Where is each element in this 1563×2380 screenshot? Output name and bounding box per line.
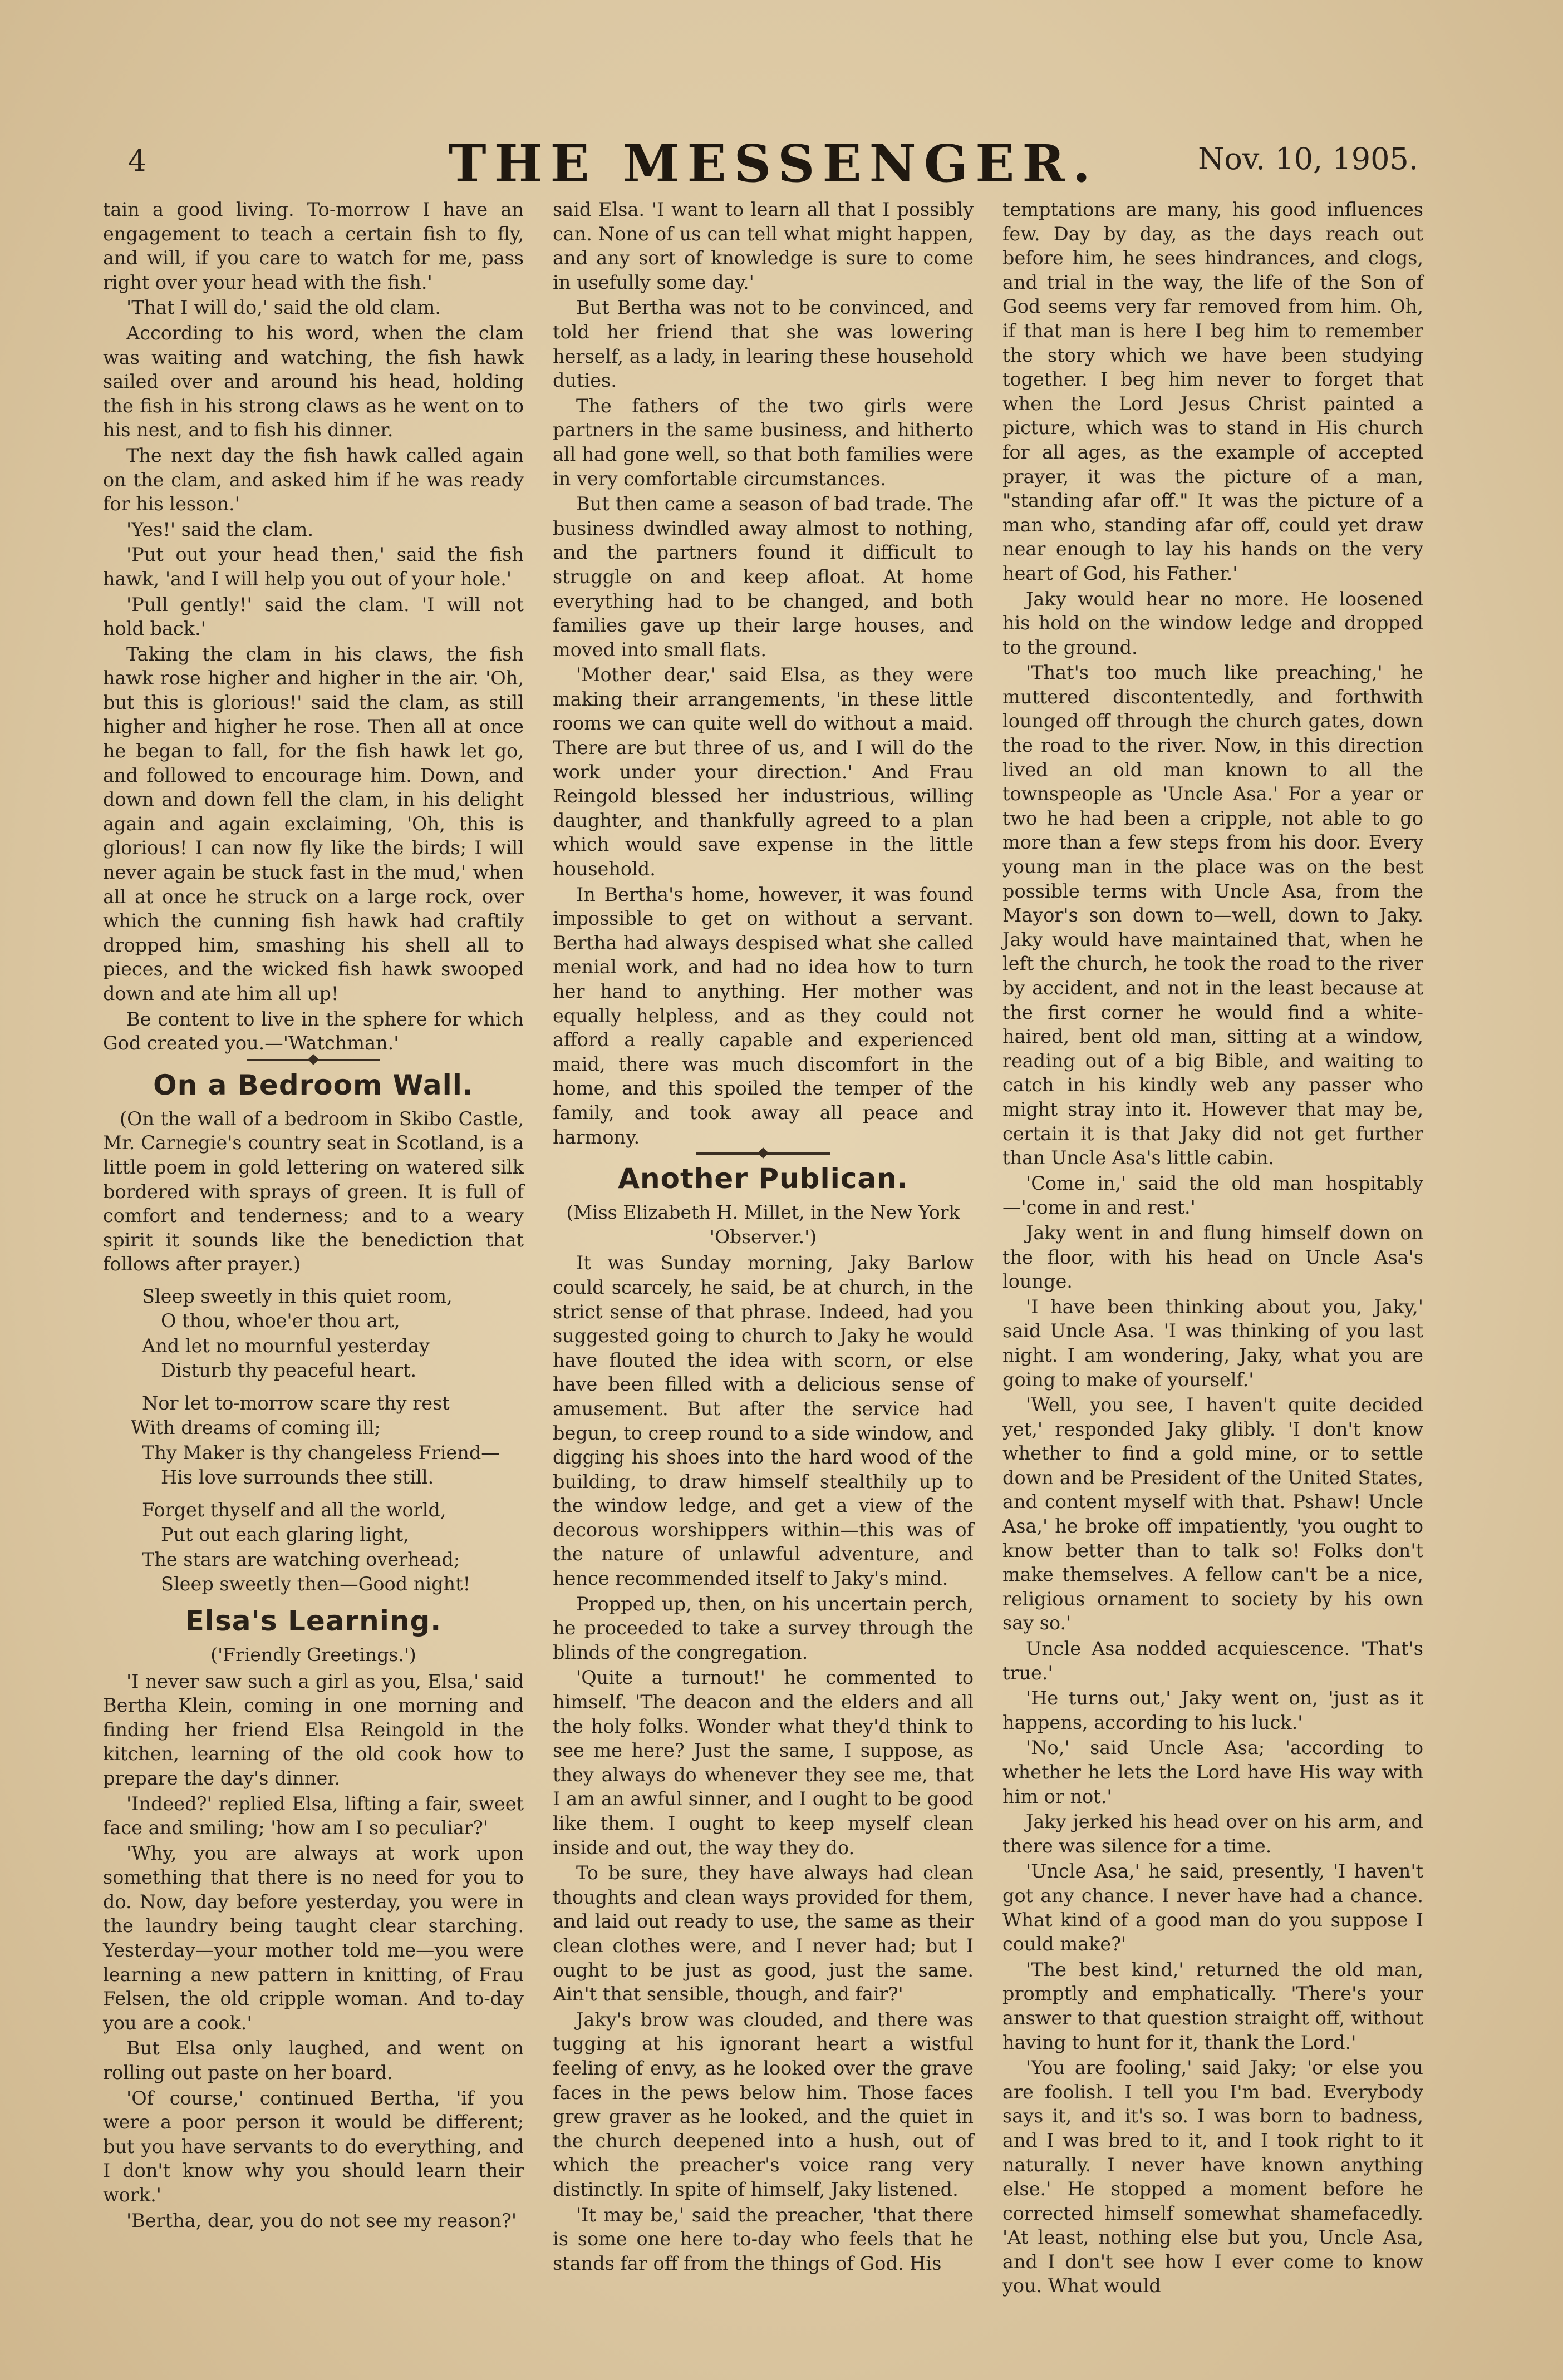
poem-stanza xyxy=(103,1284,524,1383)
paragraph: temptations are many, his good influences few. Day by day, as the days reach out before him, he sees hindrances, and clogs, and trial in the way, the life of the Son of God seems very far removed from him. Oh, if that man is here I beg him to remember the story which we have been studying together. I beg him never to forget that when the Lord Jesus Christ painted a picture, which was to stand in His church for all ages, as the example of accepted prayer, it was the picture of a man, "standing afar off." It was the picture of a man who, standing afar off, could yet draw near enough to lay his hands on the very heart of God, his Father.' xyxy=(1002,199,1423,584)
poem-line: The stars are watching overhead; xyxy=(142,1548,460,1570)
poem-line: Sleep sweetly in this quiet room, xyxy=(142,1285,453,1307)
poem xyxy=(103,1284,524,1597)
paragraph: The next day the fish hawk called again on the clam, and asked him if he was ready for his lesson.' xyxy=(103,444,524,515)
paragraph: 'Mother dear,' said Elsa, as they were making their arrangements, 'in these little rooms we can quite well do without a maid. There are but three of us, and I will do the work under your direction.' And Frau Reingold blessed her industrious, willing daughter, and thankfully agreed to a plan which would save expense in the little household. xyxy=(553,664,974,880)
paragraph: 'Uncle Asa,' he said, presently, 'I haven't got any chance. I never have had a chance. What kind of a good man do you suppose I could make?' xyxy=(1002,1860,1423,1955)
article-source: (Miss Elizabeth H. Millet, in the New York 'Observer.') xyxy=(566,1201,960,1248)
paragraph: But then came a season of bad trade. The business dwindled away almost to nothing, and the partners found it difficult to struggle on and keep afloat. At home everything had to be changed, and both families gave up their large houses, and moved into small flats. xyxy=(553,493,974,661)
paragraph: Jaky jerked his head over on his arm, and there was silence for a time. xyxy=(1002,1811,1423,1857)
paragraph: 'Pull gently!' said the clam. 'I will not hold back.' xyxy=(103,593,524,640)
poem-line: Sleep sweetly then—Good night! xyxy=(161,1573,471,1595)
paragraph: 'The best kind,' returned the old man, promptly and emphatically. 'There's your answer to that question straight off, without having to hunt for it, thank the Lord.' xyxy=(1002,1958,1423,2053)
paragraph: 'He turns out,' Jaky went on, 'just as it happens, according to his luck.' xyxy=(1002,1687,1423,1733)
poem-line: And let no mournful yesterday xyxy=(142,1334,430,1357)
article-title-bedroom-wall: On a Bedroom Wall. xyxy=(153,1068,474,1101)
poem-line: Disturb thy peaceful heart. xyxy=(161,1359,417,1382)
poem-line: His love surrounds thee still. xyxy=(161,1466,434,1489)
paragraph: tain a good living. To-morrow I have an engagement to teach a certain fish to fly, and will, if you care to watch for me, pass right over your head with the fish.' xyxy=(103,199,524,293)
page-header xyxy=(128,134,1418,195)
paragraph: 'That I will do,' said the old clam. xyxy=(126,297,441,319)
masthead-title: THE MESSENGER. xyxy=(448,134,1098,194)
paragraph: 'Yes!' said the clam. xyxy=(126,518,314,540)
poem-line: Forget thyself and all the world, xyxy=(142,1499,446,1521)
column-3 xyxy=(1002,198,1423,2297)
paragraph: 'That's too much like preaching,' he muttered discontentedly, and forthwith lounged off through the church gates, down the road to the river. Now, in this direction lived an old man known to all the townspeople as 'Uncle Asa.' For a year or two he had been a cripple, not able to go more than a few steps from his door. Every young man in the place was on the best possible terms with Uncle Asa, from the Mayor's son down to—well, down to Jaky. Jaky would have maintained that, when he left the church, he took the road to the river by accident, and not in the least because at the first corner he would find a white-haired, bent old man, sitting at a window, reading out of a big Bible, and waiting to catch in his kindly web any passer who might stray into it. However that may be, certain it is that Jaky did not get further than Uncle Asa's little cabin. xyxy=(1002,662,1423,1169)
paragraph: To be sure, they have always had clean thoughts and clean ways provided for them, and laid out ready to use, the same as their clean clothes were, and I never had; but I ought to be just as good, just the same. Ain't that sensible, though, and fair?' xyxy=(553,1862,974,2005)
issue-date: Nov. 10, 1905. xyxy=(1198,141,1418,176)
poem-line: Nor let to-morrow scare thy rest xyxy=(142,1392,450,1414)
paragraph: In Bertha's home, however, it was found impossible to get on without a servant. Bertha had always despised what she called menial work, and had no idea how to turn her hand to anything. Her mother was equally helpless, and as they could not afford a really capable and experienced maid, there was much discomfort in the home, and this spoiled the temper of the family, and took away all peace and harmony. xyxy=(553,883,974,1148)
paragraph: It was Sunday morning, Jaky Barlow could scarcely, he said, be at church, in the strict sense of that phrase. Indeed, had you suggested going to church to Jaky he would have flouted the idea with scorn, or else have been filled with a delicious sense of amusement. But after the service had begun, to creep round to a side window, and digging his shoes into the hard wood of the building, to draw himself stealthily up to the window ledge, and get a view of the decorous worshippers within—this was of the nature of unlawful adventure, and hence recommended itself to Jaky's mind. xyxy=(553,1252,974,1590)
section-divider xyxy=(696,1152,830,1155)
article-title-elsas-learning: Elsa's Learning. xyxy=(185,1604,442,1637)
paragraph: said Elsa. 'I want to learn all that I possibly can. None of us can tell what might happen, and any sort of knowledge is sure to come in usefully some day.' xyxy=(553,199,974,293)
section-divider xyxy=(247,1059,380,1061)
column-1 xyxy=(103,198,524,2256)
paragraph: 'Bertha, dear, you do not see my reason?' xyxy=(126,2209,517,2231)
poem-line: With dreams of coming ill; xyxy=(131,1417,381,1439)
paragraph: But Elsa only laughed, and went on rolling out paste on her board. xyxy=(103,2037,524,2084)
article-title-another-publican: Another Publican. xyxy=(618,1162,908,1195)
column-2 xyxy=(553,198,974,2274)
paragraph: 'I never saw such a girl as you, Elsa,' said Bertha Klein, coming in one morning and finding her friend Elsa Reingold in the kitchen, learning of the old cook how to prepare the day's dinner. xyxy=(103,1670,524,1789)
paragraph: 'Indeed?' replied Elsa, lifting a fair, sweet face and smiling; 'how am I so peculiar?' xyxy=(103,1792,524,1839)
paragraph: Uncle Asa nodded acquiescence. 'That's true.' xyxy=(1002,1638,1423,1684)
poem-line: O thou, whoe'er thou art, xyxy=(161,1310,400,1332)
paragraph: 'Quite a turnout!' he commented to himself. 'The deacon and the elders and all the holy folks. Wonder what they'd think to see me here? Just the same, I suppose, as they always do whenever they see me, that I am an awful sinner, and I ought to be good like them. I ought to keep myself clean inside and out, the way they do. xyxy=(553,1667,974,1859)
paragraph: Jaky would hear no more. He loosened his hold on the window ledge and dropped to the ground. xyxy=(1002,588,1423,658)
paragraph: 'I have been thinking about you, Jaky,' said Uncle Asa. 'I was thinking of you last night. I am wondering, Jaky, what you are going to make of yourself.' xyxy=(1002,1295,1423,1391)
paragraph: Taking the clam in his claws, the fish hawk rose higher and higher in the air. 'Oh, but this is glorious!' said the clam, as still higher and higher he rose. Then all at once he began to fall, for the fish hawk let go, and followed to encourage him. Down, and down and down fell the clam, in his delight again and again exclaiming, 'Oh, this is glorious! I can now fly like the birds; I will never again be stuck fast in the mud,' when all at once he struck on a large rock, over which the cunning fish hawk had craftily dropped him, smashing his shell all to pieces, and the wicked fish hawk swooped down and ate him all up! xyxy=(103,643,524,1004)
paragraph: Be content to live in the sphere for which God created you.—'Watchman.' xyxy=(103,1008,524,1055)
paragraph: 'No,' said Uncle Asa; 'according to whether he lets the Lord have His way with him or not.' xyxy=(1002,1737,1423,1807)
poem-line: Thy Maker is thy changeless Friend— xyxy=(142,1441,500,1464)
paragraph: 'Why, you are always at work upon something that there is no need for you to do. Now, day before yesterday, you were in the laundry being taught clear starching. Yesterday—your mother told me—you were learning a new pattern in knitting, of Frau Felsen, the old cripple woman. And to-day you are a cook.' xyxy=(103,1842,524,2034)
paragraph: The fathers of the two girls were partners in the same business, and hitherto all had gone well, so that both families were in very comfortable circumstances. xyxy=(553,395,974,490)
paragraph: But Bertha was not to be convinced, and told her friend that she was lowering herself, as a lady, in learing these household duties. xyxy=(553,297,974,392)
article-source: ('Friendly Greetings.') xyxy=(210,1643,416,1665)
paragraph: 'You are fooling,' said Jaky; 'or else you are foolish. I tell you I'm bad. Everybody says it, and it's so. I was born to badness, and I was bred to it, and I took right to it naturally. I never have known anything else.' He stopped a moment before he corrected himself somewhat shamefacedly. 'At least, nothing else but you, Uncle Asa, and I don't see how I ever come to know you. What would xyxy=(1002,2057,1423,2297)
paragraph: 'Put out your head then,' said the fish hawk, 'and I will help you out of your hole.' xyxy=(103,544,524,590)
text-columns xyxy=(103,198,1423,2297)
page-number: 4 xyxy=(128,145,147,178)
paragraph: According to his word, when the clam was waiting and watching, the fish hawk sailed over and around his head, holding the fish in his strong claws as he went on to his nest, and to fish his dinner. xyxy=(103,322,524,441)
paragraph: 'Well, you see, I haven't quite decided yet,' responded Jaky glibly. 'I don't know whether to find a gold mine, or to settle down and be President of the United States, and content myself with that. Pshaw! Uncle Asa,' he broke off impatiently, 'you ought to know better than to talk so! Folks don't make themselves. A fellow can't be a nice, religious ornament to society by his own say so.' xyxy=(1002,1394,1423,1634)
article-intro: (On the wall of a bedroom in Skibo Castle, Mr. Carnegie's country seat in Scotland, is a little poem in gold lettering on watered silk bordered with sprays of green. It is full of comfort and tenderness; and to a weary spirit it sounds like the benediction that follows after prayer.) xyxy=(103,1107,524,1275)
paragraph: 'Come in,' said the old man hospitably—'come in and rest.' xyxy=(1002,1172,1423,1219)
paragraph: Jaky went in and flung himself down on the floor, with his head on Uncle Asa's lounge. xyxy=(1002,1221,1423,1293)
poem-stanza xyxy=(103,1498,524,1597)
paragraph: 'It may be,' said the preacher, 'that there is some one here to-day who feels that he stands far off from the things of God. His xyxy=(553,2204,974,2274)
poem-line: Put out each glaring light, xyxy=(161,1524,409,1546)
paragraph: Propped up, then, on his uncertain perch, he proceeded to take a survey through the blinds of the congregation. xyxy=(553,1593,974,1663)
poem-stanza xyxy=(103,1391,524,1490)
paragraph: Jaky's brow was clouded, and there was tugging at his ignorant heart a wistful feeling of envy, as he looked over the grave faces in the pews below him. Those faces grew graver as he looked, and the quiet in the church deepened into a hush, out of which the preacher's voice rang very distinctly. In spite of himself, Jaky listened. xyxy=(553,2008,974,2200)
paragraph: 'Of course,' continued Bertha, 'if you were a poor person it would be different; but you have servants to do everything, and I don't know why you should learn their work.' xyxy=(103,2087,524,2206)
